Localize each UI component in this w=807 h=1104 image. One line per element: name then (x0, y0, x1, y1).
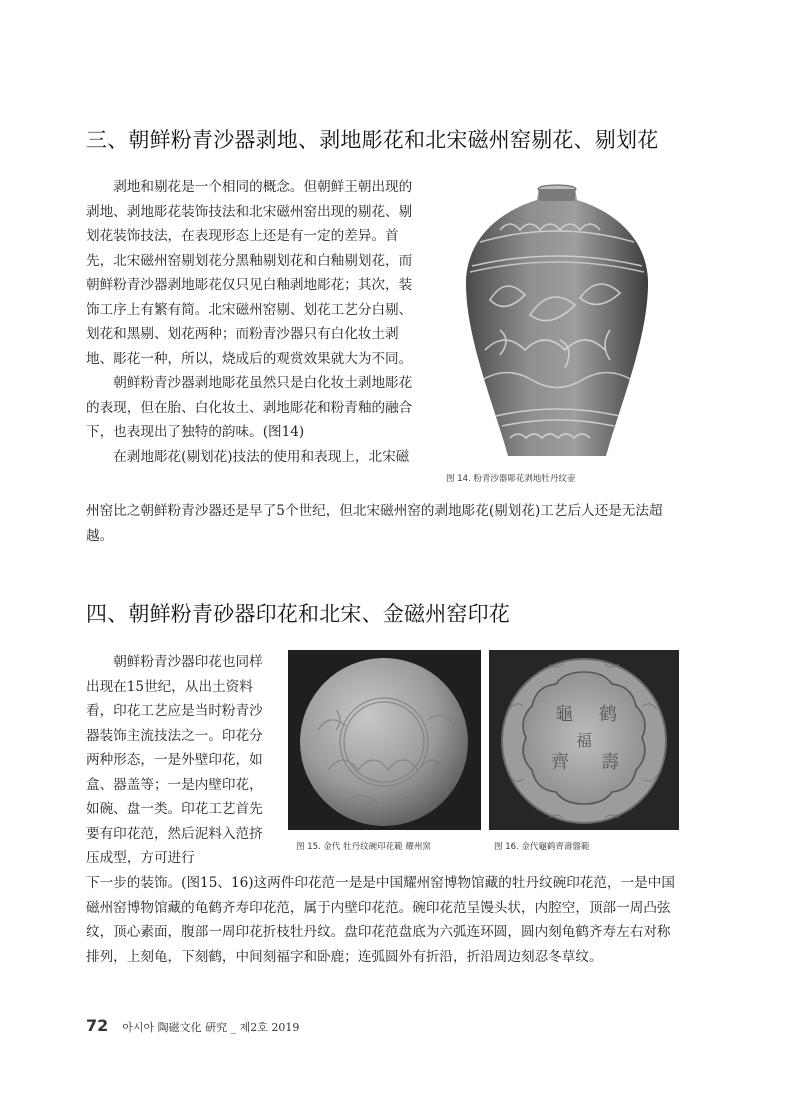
fig-16-plate-mold-image (489, 650, 679, 830)
section-3-body-full-width (86, 499, 684, 548)
fig-16-char-3: 齊 (551, 752, 569, 773)
fig-16-char-5: 福 (576, 731, 593, 750)
fig-16-char-4: 壽 (601, 752, 619, 773)
section-3-paragraph-3-start: 在剥地彫花(剔划花)技法的使用和表现上，北宋磁 (113, 448, 410, 465)
section-3-body (86, 175, 418, 469)
fig-14-caption: 图 14. 粉青沙器彫花剥地牡丹纹壶 (446, 474, 576, 484)
fig-15-bowl-mold-image (288, 650, 481, 830)
page-footer (86, 1016, 299, 1035)
fig-14-vase-image (460, 180, 654, 462)
section-3-paragraph-3-end: 州窑比之朝鲜粉青沙器还是早了5个世纪，但北宋磁州窑的剥地彫花(剔划花)工艺后人还是无法超越。 (86, 503, 663, 544)
page-number: 72 (86, 1016, 109, 1035)
section-4-body-full-width (86, 871, 684, 969)
fig-16-char-1: 龜 (555, 704, 573, 725)
section-3-paragraph-2: 朝鲜粉青沙器剥地彫花虽然只是白化妆土剥地彫花的表现，但在胎、白化妆土、剥地彫花和粉青釉的融合下，也表现出了独特的韵味。(图14) (86, 375, 413, 440)
section-4-heading: 四、朝鲜粉青砂器印花和北宋、金磁州窑印花 (86, 602, 510, 626)
fig-15-caption: 图 15. 金代 牡丹纹碗印花範 耀州窯 (296, 842, 431, 852)
section-3-paragraph-1: 剥地和剔花是一个相同的概念。但朝鲜王朝出现的剥地、剥地彫花装饰技法和北宋磁州窑出现的剔花、剔划花装饰技法，在表现形态上还是有一定的差异。首先，北宋磁州窑剔划花分黑釉剔划花和白釉剔划花，而朝鲜粉青沙器剥地彫花仅只见白釉剥地彫花；其次，装饰工序上有繁有简。北宋磁州窑剔、划花工艺分白剔、划花和黑剔、划花两种；而粉青沙器只有白化妆土剥地、彫花一种，所以，烧成后的观赏效果就大为不同。 (86, 179, 413, 367)
fig-16-caption: 图 16. 金代龜鹤齊壽盤範 (494, 842, 590, 852)
section-4-body (86, 650, 276, 871)
section-3-heading: 三、朝鲜粉青沙器剥地、剥地彫花和北宋磁州窑剔花、剔划花 (86, 128, 659, 152)
fig-16-char-2: 鹤 (599, 704, 617, 725)
section-4-paragraph-1-start: 朝鲜粉青沙器印花也同样出现在15世纪，从出土资料看，印花工艺应是当时粉青沙器装饰主流技法之一。印花分两种形态，一是外壁印花，如盒、器盖等；一是内壁印花，如碗、盘一类。印花工艺首先要有印花范，然后泥料入范挤压成型，方可进行 (86, 654, 263, 866)
section-4-paragraph-1-end: 下一步的装饰。(图15、16)这两件印花范一是是中国耀州窑博物馆藏的牡丹纹碗印花范，一是中国磁州窑博物馆藏的龟鹤齐寿印花范，属于内壁印花范。碗印花范呈馒头状，内腔空，顶部一周凸弦纹，顶心素面，腹部一周印花折枝牡丹纹。盘印花范盘底为六弧连环圆，圆内刻龟鹤齐寿左右对称排列，上刻龟，下刻鹤，中间刻福字和卧鹿；连弧圆外有折沿，折沿周边刻忍冬草纹。 (86, 875, 675, 965)
journal-title: 아시아 陶磁文化 硏究 _ 제2호 2019 (122, 1021, 300, 1034)
